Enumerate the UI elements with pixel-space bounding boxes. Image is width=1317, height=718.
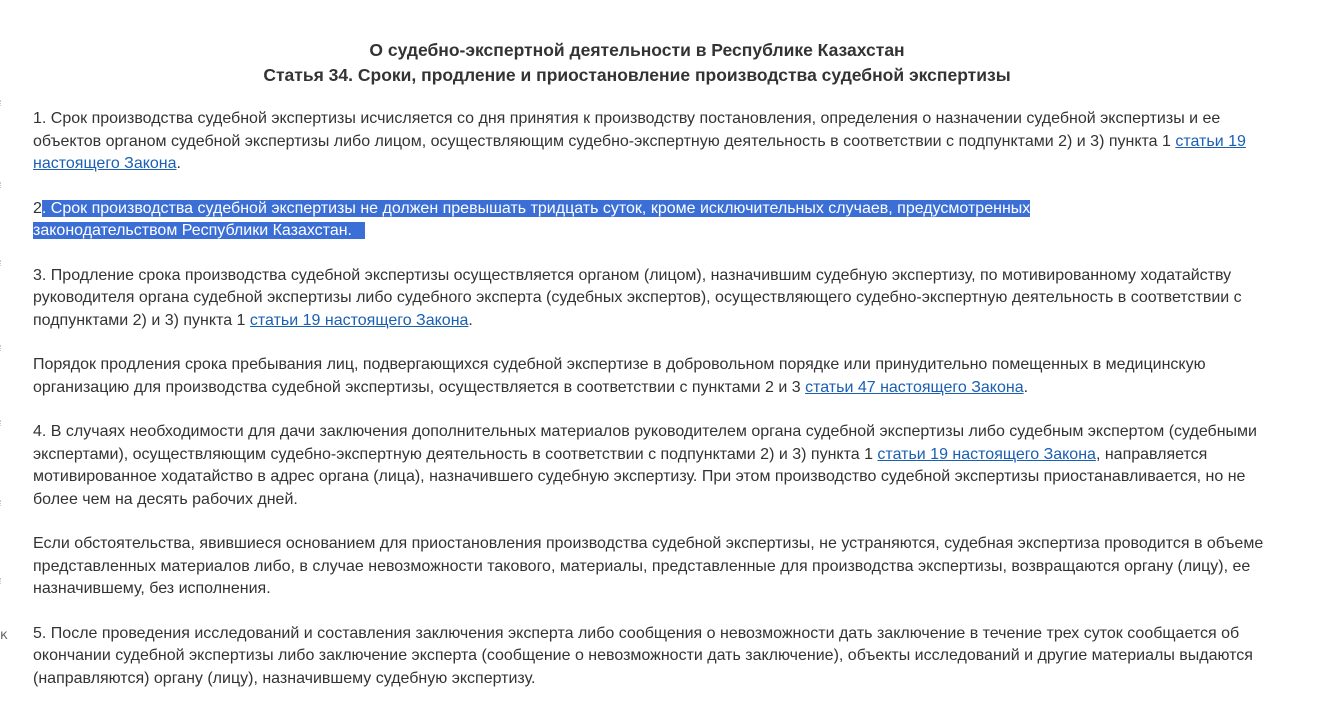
selection-tail (352, 222, 365, 239)
paragraph-3-end: . (468, 311, 473, 329)
paragraph-5 (33, 421, 1273, 511)
paragraph-2 (33, 198, 1118, 243)
edge-marker (0, 100, 4, 106)
paragraph-1-text: 1. Срок производства судебной экспертизы исчисляется со дня принятия к производству постановления, определения о назначении судебной экспертизы и ее объектов органом судебной экспертизы либо лицом, осуществляющим судебно-экспертную деятельность в соответствии с подпунктами 2) и 3) пункта 1 (33, 110, 1221, 150)
paragraph-1 (33, 108, 1273, 176)
paragraph-4 (33, 354, 1273, 399)
paragraph-3-text: 3. Продление срока производства судебной экспертизы осуществляется органом (лицом), назначившим судебную экспертизу, по мотивированному ходатайству руководителя органа судебной экспертизы либо судебного эксперта (судебных экспертов), осуществляющего судебно-экспертную деятельность в соответствии с подпунктами 2) и 3) пункта 1 (33, 266, 1242, 329)
article-19-link[interactable]: статьи 19 настоящего Закона (33, 132, 1246, 172)
edge-marker (0, 500, 4, 506)
paragraph-7-text: 5. После проведения исследований и составления заключения эксперта либо сообщения о невозможности дать заключение в течение трех суток сообщается об окончании судебной экспертизы либо заключение эксперта (сообщение о невозможности дать заключение), объекты исследований и другие материалы выдаются (направляются) органу (лицу), назначившему судебную экспертизу. (33, 624, 1253, 687)
edge-marker (0, 420, 4, 426)
document-body (33, 38, 1273, 690)
paragraph-5-text: 4. В случаях необходимости для дачи заключения дополнительных материалов руководителем органа судебной экспертизы либо судебным экспертом (судебными экспертами), осуществляющим судебно-экспертную деятельность в соответствии с подпунктами 2) и 3) пункта 1 (33, 423, 1257, 463)
paragraph-5-end: , направляется мотивированное ходатайство в адрес органа (лица), назначившего судебную экспертизу. При этом производство судебной экспертизы приостанавливается, но не более чем на десять рабочих дней. (33, 445, 1246, 508)
paragraph-4-text: Порядок продления срока пребывания лиц, подвергающихся судебной экспертизе в добровольном порядке или принудительно помещенных в медицинскую организацию для производства судебной экспертизы, осуществляется в соответствии с пунктами 2 и 3 (33, 356, 1206, 396)
selected-text: . Срок производства судебной экспертизы не должен превышать тридцать суток, кроме исключительных случаев, предусмотренных законодательством Республики Казахстан. (33, 199, 1031, 239)
document-header (33, 38, 1241, 88)
edge-marker (0, 578, 4, 584)
paragraph-2-number: 2 (33, 199, 42, 217)
article-47-link[interactable]: статьи 47 настоящего Закона (805, 378, 1024, 396)
paragraph-6 (33, 533, 1273, 601)
law-title: О судебно-экспертной деятельности в Республике Казахстан (369, 40, 905, 60)
article-19-link[interactable]: статьи 19 настоящего Закона (877, 445, 1096, 463)
article-19-link[interactable]: статьи 19 настоящего Закона (249, 311, 469, 329)
paragraph-7 (33, 623, 1273, 691)
edge-marker (0, 182, 4, 188)
edge-marker (0, 345, 4, 351)
paragraph-1-end: . (176, 155, 181, 172)
paragraph-3 (33, 265, 1273, 333)
edge-glyph: к (0, 628, 8, 643)
edge-marker (0, 260, 4, 266)
paragraph-4-end: . (1023, 378, 1029, 396)
article-title: Статья 34. Сроки, продление и приостановление производства судебной экспертизы (263, 65, 1011, 85)
paragraph-6-text: Если обстоятельства, явившиеся основанием для приостановления производства судебной экспертизы, не устраняются, судебная экспертиза проводится в объеме представленных материалов либо, в случае невозможности такового, материалы, представленные для производства экспертизы, возвращаются органу (лицу), ее назначившему, без исполнения. (33, 535, 1264, 597)
